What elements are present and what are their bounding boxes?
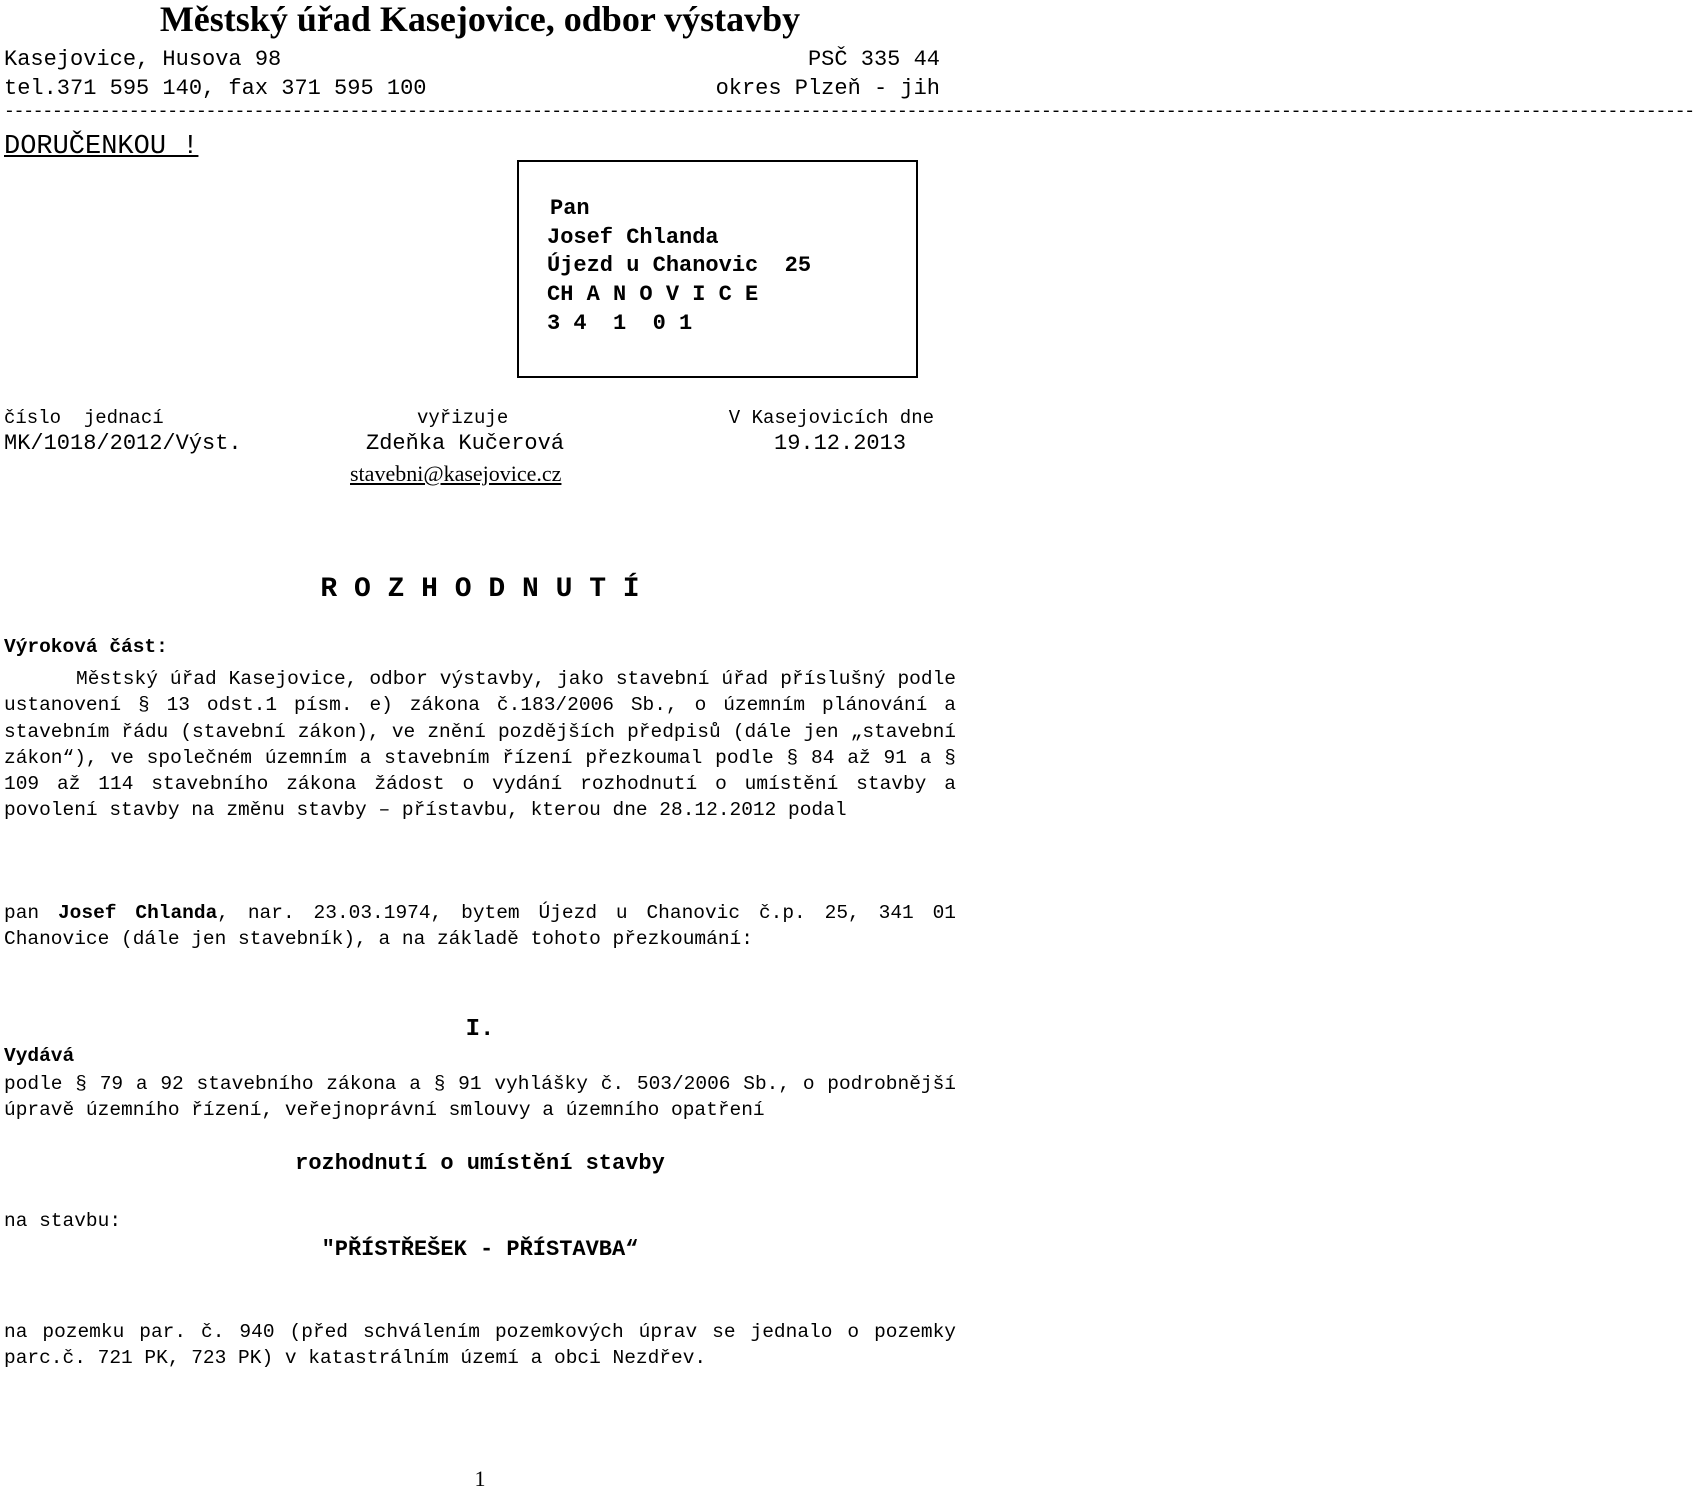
applicant-name: Josef Chlanda (57, 902, 218, 924)
building-name: "PŘÍSTŘEŠEK - PŘÍSTAVBA“ (321, 1237, 639, 1262)
recipient-name: Josef Chlanda (547, 225, 719, 250)
email-link[interactable]: stavebni@kasejovice.cz (350, 461, 562, 486)
page-number: 1 (474, 1466, 486, 1491)
recipient-salutation: Pan (550, 196, 590, 221)
delivery-label: DORUČENKOU ! (4, 132, 199, 162)
section-number: I. (465, 1016, 495, 1043)
office-title: Městský úřad Kasejovice, odbor výstavby (159, 0, 801, 39)
reference-label: číslo jednací (4, 407, 164, 429)
verdict-paragraph: Městský úřad Kasejovice, odbor výstavby, jako stavební úřad příslušný podle ustanovení § 13 odst.1 písm. e) zákona č.183/2006 Sb., o územním plánování a stavebním řádu (stavební zákon), ve znění pozdějších předpisů (dále jen „stavební zákon“), ve společném územním a stavebním řízení přezkoumal podle § 84 až 91 a § 109 až 114 stavebního zákona žádost o vydání rozhodnutí o umístění stavby a povolení stavby na změnu stavby – přístavbu, kterou dne 28.12.2012 podal (4, 668, 956, 822)
phone-fax: tel.371 595 140, fax 371 595 100 (4, 76, 427, 101)
applicant-prefix: pan (4, 902, 58, 924)
verdict-label: Výroková část: (4, 636, 168, 658)
issues-label: Vydává (4, 1045, 75, 1067)
office-address: Kasejovice, Husova 98 (4, 47, 282, 72)
building-label: na stavbu: (4, 1210, 122, 1232)
reference-number: MK/1018/2012/Výst. (4, 431, 242, 456)
document-date: 19.12.2013 (774, 431, 907, 456)
recipient-postcode: 3 4 1 0 1 (547, 311, 693, 336)
parcel-paragraph: na pozemku par. č. 940 (před schválením pozemkových úprav se jednalo o pozemky parc.č. 721 PK, 723 PK) v katastrálním území a obci Nezdřev. (4, 1321, 956, 1370)
recipient-street: Újezd u Chanovic 25 (547, 253, 812, 278)
handler-name: Zdeňka Kučerová (366, 431, 565, 456)
decision-heading: R O Z H O D N U T Í (320, 574, 640, 605)
recipient-address-box (517, 160, 918, 378)
applicant-details: , nar. 23.03.1974, bytem Újezd u Chanovic č.p. 25, 341 01 Chanovice (dále jen stavebník), a na základě tohoto přezkoumání: (4, 902, 956, 951)
district: okres Plzeň - jih (715, 76, 940, 101)
postal-code: PSČ 335 44 (807, 47, 940, 72)
header-separator: -------------------------------------------------------------------------------------------------------------------------------------------------------------------------------- (4, 102, 1694, 122)
handler-label: vyřizuje (417, 407, 509, 429)
issues-paragraph: podle § 79 a 92 stavebního zákona a § 91 vyhlášky č. 503/2006 Sb., o podrobnější úpravě územního řízení, veřejnoprávní smlouvy a územního opatření (4, 1073, 956, 1122)
applicant-paragraph (4, 900, 956, 953)
recipient-town: CH A N O V I C E (547, 282, 759, 307)
date-label: V Kasejovicích dne (728, 407, 934, 429)
decision-type: rozhodnutí o umístění stavby (295, 1151, 665, 1176)
